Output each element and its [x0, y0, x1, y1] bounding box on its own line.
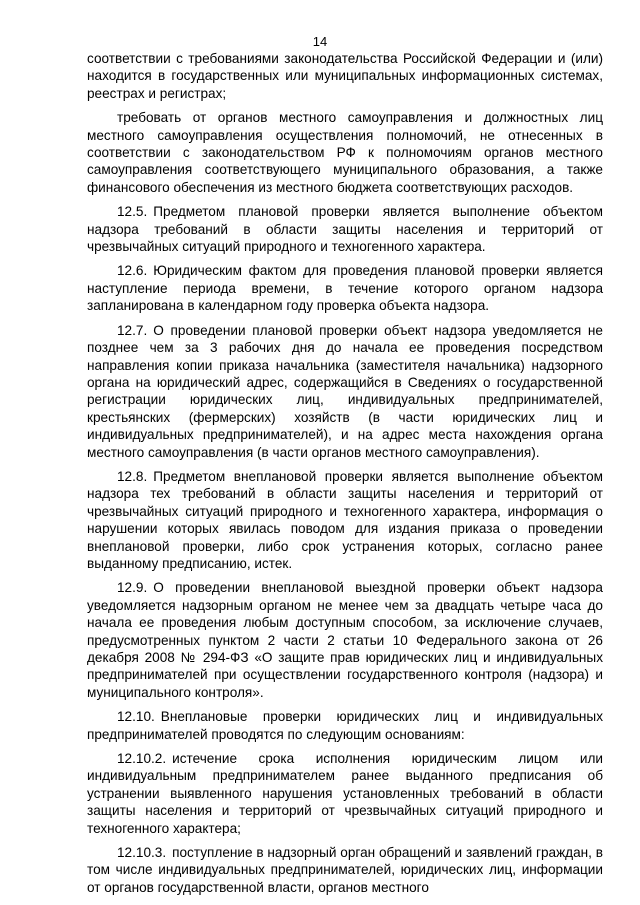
paragraph-number: 12.7.	[117, 322, 148, 338]
paragraph-12-6	[87, 262, 603, 314]
paragraph-12-10	[87, 708, 603, 743]
paragraph-text: соответствии с требованиями законодательства Российской Федерации и (или) находится в государственных или муниципальных информационных системах, реестрах и регистрах;	[87, 51, 603, 101]
paragraph-number: 12.10.2.	[117, 751, 167, 767]
paragraph-text: истечение срока исполнения юридическим лицом или индивидуальным предпринимателем ранее выданного предписания об устранении выявленного нарушения установленных требований в области защиты населения и территорий от чрезвычайных ситуаций природного и техногенного характера;	[87, 751, 603, 836]
paragraph-text: О проведении внеплановой выездной проверки объект надзора уведомляется надзорным органом не менее чем за двадцать четыре часа до начала ее проведения любым доступным способом, за исключение случаев, предусмотренных пунктом 2 части 2 статьи 10 Федерального закона от 26 декабря 2008 № 294-ФЗ «О защите прав юридических лиц и индивидуальных предпринимателей при осуществлении государственного контроля (надзора) и муниципального контроля».	[87, 580, 603, 700]
page-number: 14	[312, 34, 328, 49]
paragraph-text: требовать от органов местного самоуправления и должностных лиц местного самоуправления осуществления полномочий, не отнесенных в соответствии с законодательством РФ к полномочиям органов местного самоуправления соответствующего муниципального образования, а также финансового обеспечения из местного бюджета соответствующих расходов.	[87, 110, 603, 195]
paragraph-text: Внеплановые проверки юридических лиц и индивидуальных предпринимателей проводятся по следующим основаниям:	[87, 709, 603, 742]
paragraph-number: 12.5.	[117, 204, 148, 220]
paragraph-text: поступление в надзорный орган обращений и заявлений граждан, в том числе индивидуальных предпринимателей, юридических лиц, информации от органов государственной власти, органов местного	[87, 845, 603, 895]
paragraph-number: 12.9.	[117, 580, 148, 596]
paragraph-demand-clause	[87, 109, 603, 196]
paragraph-text: Предметом внеплановой проверки является выполнение объектом надзора тех требований в области защиты населения и территорий от чрезвычайных ситуаций природного и техногенного характера, информация о нарушении которых явилась поводом для издания приказа о проведении внеплановой проверки, либо срок устранения которых, согласно ранее выданному предписанию, истек.	[87, 468, 603, 571]
paragraph-text: Предметом плановой проверки является выполнение объектом надзора требований в области защиты населения и территорий от чрезвычайных ситуаций природного и техногенного характера.	[87, 204, 603, 255]
paragraph-continuation	[87, 50, 603, 102]
paragraph-12-10-2	[87, 750, 603, 837]
paragraph-12-7	[87, 322, 603, 461]
document-body	[87, 50, 603, 903]
paragraph-text: О проведении плановой проверки объект надзора уведомляется не позднее чем за 3 рабочих дня до начала ее проведения посредством направления копии приказа начальника (заместителя начальника) надзорного органа на юридический адрес, содержащийся в Сведениях о государственной регистрации юридических лиц, индивидуальных предпринимателей, крестьянских (фермерских) хозяйств (в части юридических лиц и индивидуальных предпринимателей), и на адрес места нахождения органа местного самоуправления (в части органов местного самоуправления).	[87, 322, 603, 460]
paragraph-12-5	[87, 203, 603, 255]
paragraph-text: Юридическим фактом для проведения плановой проверки является наступление периода времени, в течение которого органом надзора запланирована в календарном году проверка объекта надзора.	[87, 263, 603, 314]
paragraph-number: 12.8.	[117, 468, 148, 484]
paragraph-number: 12.10.3.	[117, 845, 167, 861]
paragraph-12-8	[87, 468, 603, 572]
paragraph-number: 12.10.	[117, 709, 155, 725]
paragraph-number: 12.6.	[117, 263, 148, 279]
paragraph-12-9	[87, 579, 603, 701]
paragraph-12-10-3	[87, 844, 603, 896]
